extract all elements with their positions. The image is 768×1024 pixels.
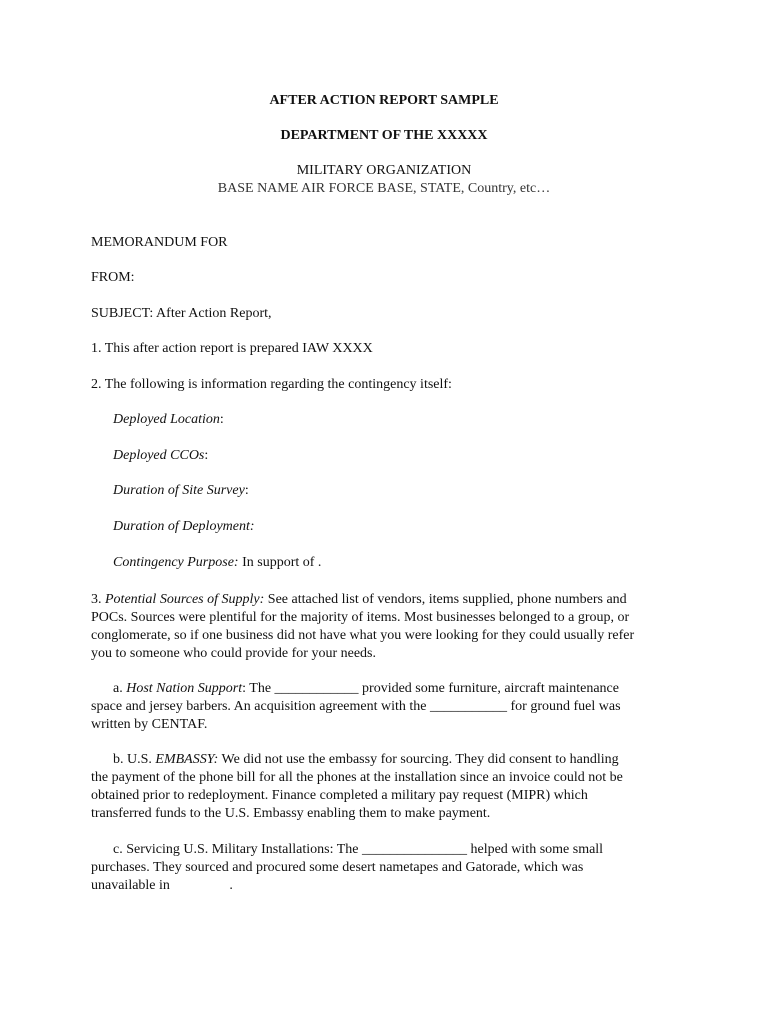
item-prefix: a. — [113, 681, 127, 696]
item-3-line-4: you to someone who could provide for your needs. — [91, 646, 376, 661]
item-3b-line-4: transferred funds to the U.S. Embassy enabling them to make payment. — [91, 806, 491, 821]
field-deployed-location — [113, 411, 224, 429]
field-label: Deployed Location — [113, 412, 220, 427]
field-deployed-ccos — [113, 447, 208, 465]
item-3a-line-3: written by CENTAF. — [91, 717, 208, 732]
item-prefix: b. U.S. — [113, 752, 156, 767]
item-3-line-3: conglomerate, so if one business did not have what you were looking for they could usually refer — [91, 628, 635, 643]
item-3a-line-1 — [113, 680, 619, 698]
field-label: Duration of Site Survey — [113, 483, 245, 498]
item-3c-line-3: unavailable in . — [91, 878, 233, 893]
field-contingency-purpose — [113, 554, 321, 572]
field-label: Duration of Deployment: — [113, 519, 255, 534]
item-text: See attached list of vendors, items supplied, phone numbers and — [264, 592, 627, 607]
item-3c-line-1: c. Servicing U.S. Military Installations: The _______________ helped with some small — [113, 842, 604, 857]
item-3c-line-2: purchases. They sourced and procured some desert nametapes and Gatorade, which was — [91, 860, 584, 875]
report-title: AFTER ACTION REPORT SAMPLE — [269, 93, 499, 108]
item-2-intro: 2. The following is information regarding the contingency itself: — [91, 377, 452, 392]
field-suffix: : — [204, 448, 209, 463]
item-3b-line-3: obtained prior to redeployment. Finance completed a military pay request (MIPR) which — [91, 788, 588, 803]
department-heading: DEPARTMENT OF THE XXXXX — [280, 128, 488, 143]
item-text: We did not use the embassy for sourcing. They did consent to handling — [218, 752, 619, 767]
base-location: BASE NAME AIR FORCE BASE, STATE, Country, etc… — [217, 181, 551, 196]
field-duration-site-survey — [113, 482, 249, 500]
field-suffix: In support of . — [238, 555, 322, 570]
item-text: : The ____________ provided some furniture, aircraft maintenance — [242, 681, 619, 696]
item-prefix: 3. — [91, 592, 105, 607]
field-duration-deployment — [113, 518, 255, 536]
item-1: 1. This after action report is prepared IAW XXXX — [91, 341, 373, 356]
item-3a-line-2: space and jersey barbers. An acquisition agreement with the ___________ for ground fuel was — [91, 699, 621, 714]
item-3-line-2: POCs. Sources were plentiful for the majority of items. Most businesses belonged to a group, or — [91, 610, 630, 625]
item-3b-line-1 — [113, 751, 619, 769]
item-3b-line-2: the payment of the phone bill for all the phones at the installation since an invoice could not be — [91, 770, 623, 785]
field-label: Contingency Purpose: — [113, 555, 239, 570]
field-label: Deployed CCOs — [113, 448, 205, 463]
field-suffix: : — [244, 483, 249, 498]
item-heading: Host Nation Support — [126, 681, 243, 696]
item-heading: Potential Sources of Supply: — [105, 592, 265, 607]
organization-name: MILITARY ORGANIZATION — [296, 163, 472, 178]
from-line: FROM: — [91, 270, 135, 285]
field-suffix: : — [219, 412, 224, 427]
subject-line: SUBJECT: After Action Report, — [91, 306, 272, 321]
item-3-line-1 — [91, 591, 627, 609]
item-heading: EMBASSY: — [155, 752, 219, 767]
memorandum-for: MEMORANDUM FOR — [91, 235, 228, 250]
